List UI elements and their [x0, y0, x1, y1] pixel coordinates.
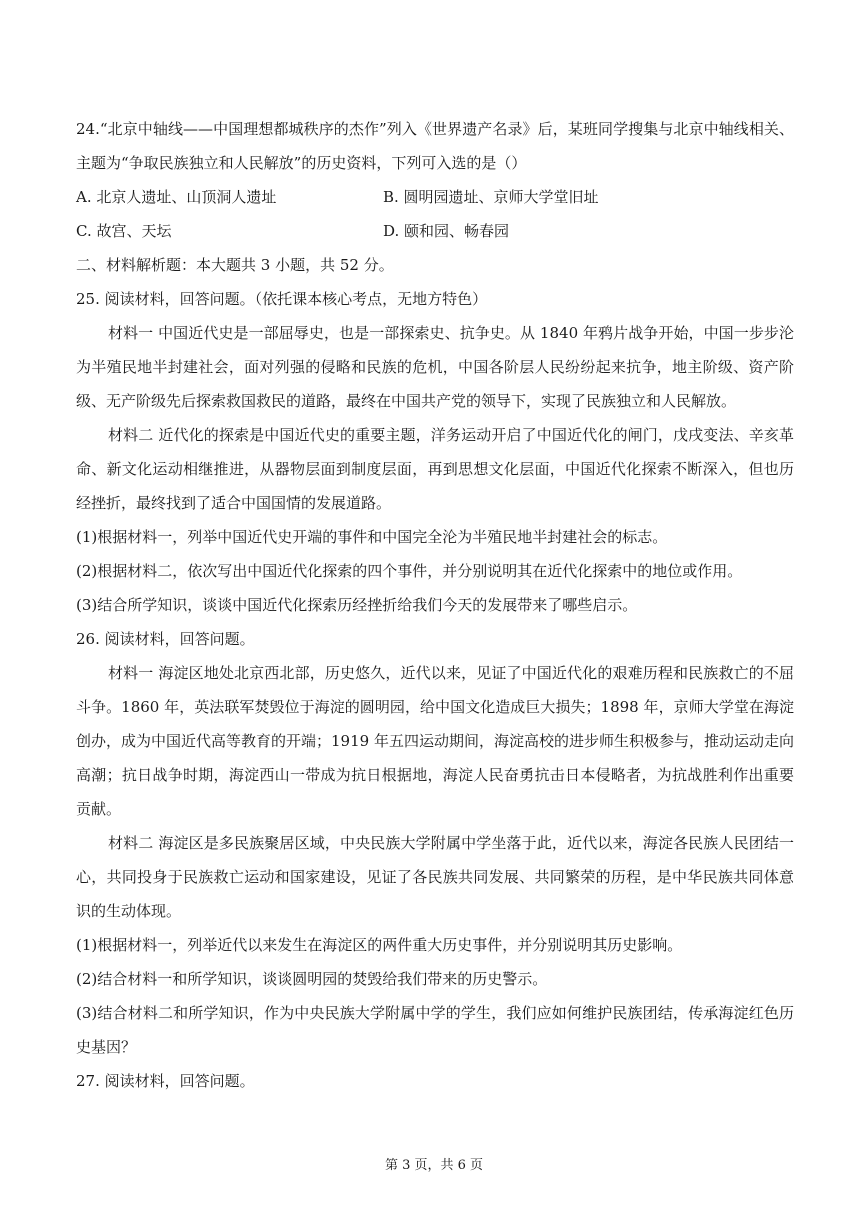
question-26-material-1: 材料一 海淀区地处北京西北部，历史悠久，近代以来，见证了中国近代化的艰难历程和民族救亡的不屈斗争。1860 年，英法联军焚毁位于海淀的圆明园，给中国文化造成巨大损失；1898 年，京师大学堂在海淀创办，成为中国近代高等教育的开端；1919 年五四运动期间，海淀高校的进步师生积极参与，推动运动走向高潮；抗日战争时期，海淀西山一带成为抗日根据地，海淀人民奋勇抗击日本侵略者，为抗战胜利作出重要贡献。: [76, 664, 794, 818]
question-26-heading: 26. 阅读材料，回答问题。: [76, 630, 255, 648]
question-24-stem: 24.“北京中轴线——中国理想都城秩序的杰作”列入《世界遗产名录》后，某班同学搜集与北京中轴线相关、主题为“争取民族独立和人民解放”的历史资料，下列可入选的是（）: [76, 120, 794, 172]
question-27-heading: 27. 阅读材料，回答问题。: [76, 1072, 255, 1090]
section-2-title: 二、材料解析题：本大题共 3 小题，共 52 分。: [76, 256, 394, 274]
question-26-subquestion-2: (2)结合材料一和所学知识，谈谈圆明园的焚毁给我们带来的历史警示。: [76, 970, 548, 988]
option-a: A. 北京人遗址、山顶洞人遗址: [76, 188, 277, 206]
question-25-material-1: 材料一 中国近代史是一部屈辱史，也是一部探索史、抗争史。从 1840 年鸦片战争开始，中国一步步沦为半殖民地半封建社会，面对列强的侵略和民族的危机，中国各阶层人民纷纷起来抗争，地主阶级、资产阶级、无产阶级先后探索救国救民的道路，最终在中国共产党的领导下，实现了民族独立和人民解放。: [76, 324, 794, 410]
page-footer: 第 3 页，共 6 页: [384, 1158, 484, 1173]
question-25-heading: 25. 阅读材料，回答问题。（依托课本核心考点，无地方特色）: [76, 290, 488, 308]
page-content: [76, 112, 794, 1098]
question-26-material-2: 材料二 海淀区是多民族聚居区域，中央民族大学附属中学坐落于此，近代以来，海淀各民族人民团结一心，共同投身于民族救亡运动和国家建设，见证了各民族共同发展、共同繁荣的历程，是中华民族共同体意识的生动体现。: [76, 834, 794, 920]
question-24-options-row-2: [76, 214, 794, 248]
question-25-material-2: 材料二 近代化的探索是中国近代史的重要主题，洋务运动开启了中国近代化的闸门，戊戌变法、辛亥革命、新文化运动相继推进，从器物层面到制度层面，再到思想文化层面，中国近代化探索不断深入，但也历经挫折，最终找到了适合中国国情的发展道路。: [76, 426, 794, 512]
question-26-subquestion-1: (1)根据材料一，列举近代以来发生在海淀区的两件重大历史事件，并分别说明其历史影响。: [76, 936, 683, 954]
option-b: B. 圆明园遗址、京师大学堂旧址: [383, 188, 599, 206]
question-24-options-row-1: [76, 180, 794, 214]
option-c: C. 故宫、天坛: [76, 222, 172, 240]
question-25-subquestion-1: (1)根据材料一，列举中国近代史开端的事件和中国完全沦为半殖民地半封建社会的标志。: [76, 528, 668, 546]
question-26-subquestion-3: (3)结合材料二和所学知识，作为中央民族大学附属中学的学生，我们应如何维护民族团结，传承海淀红色历史基因？: [76, 1004, 794, 1056]
question-25-subquestion-3: (3)结合所学知识，谈谈中国近代化探索历经挫折给我们今天的发展带来了哪些启示。: [76, 596, 638, 614]
question-25-subquestion-2: (2)根据材料二，依次写出中国近代化探索的四个事件，并分别说明其在近代化探索中的地位或作用。: [76, 562, 743, 580]
option-d: D. 颐和园、畅春园: [383, 222, 510, 240]
